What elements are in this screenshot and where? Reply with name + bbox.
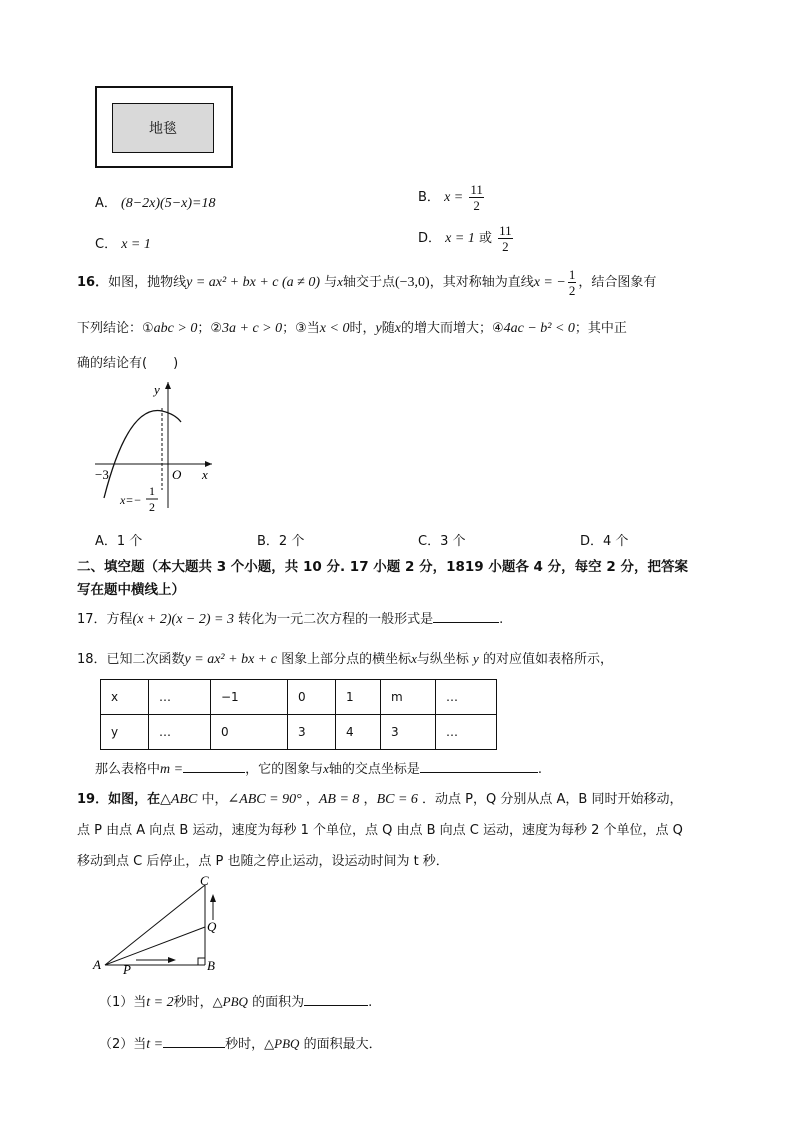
answer-blank-intersections[interactable]: [420, 759, 538, 773]
point-q-label: Q: [207, 919, 217, 934]
table-row: [101, 715, 497, 750]
q15-option-d: D． x = 1 或 $\frac{11}{2}$: [418, 223, 512, 254]
q-arrow-icon: [210, 894, 216, 902]
sym-axis-label: x=−: [120, 493, 142, 507]
table-cell: y: [101, 715, 149, 750]
triangle-figure: [90, 872, 225, 980]
q16-option-c: C．3 个: [418, 534, 466, 549]
q16-option-a: A．1 个: [95, 534, 143, 549]
fraction: $\frac{11}{2}$: [499, 223, 512, 254]
table-cell: …: [436, 680, 497, 715]
origin-label: O: [172, 467, 182, 482]
q16-line2: 下列结论：①abc > 0；②3a + c > 0；③当x < 0时，y随x的增大而增大；④4ac − b² < 0；其中正: [77, 321, 627, 336]
q19-line3: 移动到点 C 后停止，点 P 也随之停止运动，设运动时间为 t 秒．: [77, 854, 449, 869]
table-cell: m: [381, 680, 436, 715]
vertex-c-label: C: [200, 873, 209, 888]
vertex-b-label: B: [207, 958, 215, 973]
section2-heading-line2: 写在题中横线上）: [77, 582, 185, 598]
vertex-a-label: A: [93, 957, 101, 972]
y-axis-arrow-icon: [165, 382, 171, 389]
y-axis-label: y: [154, 382, 160, 397]
answer-blank-time[interactable]: [163, 1034, 225, 1048]
fraction: $\frac{11}{2}$: [470, 182, 483, 213]
q17: 17．方程(x + 2)(x − 2) = 3 转化为一元二次方程的一般形式是 .: [77, 608, 503, 628]
q15-option-a: A． (8−2x)(5−x)=18: [95, 196, 216, 211]
neg3-label: −3: [95, 467, 109, 482]
table-row: [101, 680, 497, 715]
q19-line1: 19．如图，在△ABC 中，∠ABC = 90° ，AB = 8 ，BC = 6 ．动点 P，Q 分别从点 A，B 同时开始移动，: [77, 792, 683, 807]
segment-aq: [105, 927, 205, 965]
table-cell: x: [101, 680, 149, 715]
x-axis-label: x: [202, 467, 208, 482]
table-cell: …: [149, 715, 211, 750]
table-cell: 0: [288, 680, 336, 715]
q19-sub2: （2）当t = 秒时，△PBQ 的面积最大．: [99, 1036, 382, 1052]
parabola-graph: [90, 378, 220, 518]
table-cell: 4: [336, 715, 381, 750]
table-cell: 3: [288, 715, 336, 750]
table-cell: 1: [336, 680, 381, 715]
answer-blank-m[interactable]: [183, 759, 245, 773]
right-angle-mark: [198, 958, 205, 965]
answer-blank-area[interactable]: [304, 992, 368, 1006]
q15-option-b: B． x = $\frac{11}{2}$: [418, 182, 483, 213]
table-cell: …: [149, 680, 211, 715]
parabola-curve: [104, 411, 181, 498]
side-ac: [105, 885, 205, 965]
q16-line3: 确的结论有( ): [77, 356, 179, 371]
value-table: [100, 679, 497, 750]
q16-option-b: B．2 个: [257, 534, 305, 549]
answer-blank[interactable]: [433, 609, 499, 623]
carpet-label: 地毯: [149, 121, 177, 137]
carpet-figure: [95, 86, 233, 168]
section2-heading-line1: 二、填空题（本大题共 3 个小题，共 10 分. 17 小题 2 分，1819 小题各 4 分，每空 2 分，把答案: [77, 559, 688, 575]
q15-option-c: C． x = 1: [95, 237, 151, 252]
q19-line2: 点 P 由点 A 向点 B 运动，速度为每秒 1 个单位，点 Q 由点 B 向点 C 运动，速度为每秒 2 个单位，点 Q: [77, 823, 683, 838]
table-cell: −1: [211, 680, 288, 715]
q16-line1: 16．如图，抛物线y = ax² + bx + c (a ≠ 0) 与x轴交于点(−3,0)，其对称轴为直线x = − $\frac{1}{2}$ ，结合图象有: [77, 267, 657, 298]
q18-after-table: 那么表格中m = ，它的图象与x轴的交点坐标是 .: [95, 761, 543, 777]
sym-axis-num: 1: [149, 484, 155, 498]
table-cell: 0: [211, 715, 288, 750]
carpet-rect: [112, 103, 214, 153]
q16-option-d: D．4 个: [580, 534, 629, 549]
q19-sub1: （1）当t = 2秒时，△PBQ 的面积为 .: [99, 994, 373, 1010]
sym-axis-den: 2: [149, 500, 155, 514]
point-p-label: P: [123, 962, 131, 977]
fraction: $\frac{1}{2}$: [568, 267, 576, 298]
table-cell: …: [436, 715, 497, 750]
p-arrow-icon: [168, 957, 176, 963]
table-cell: 3: [381, 715, 436, 750]
q18-line1: 18．已知二次函数y = ax² + bx + c 图象上部分点的横坐标x与纵坐标 y 的对应值如表格所示，: [77, 651, 613, 667]
